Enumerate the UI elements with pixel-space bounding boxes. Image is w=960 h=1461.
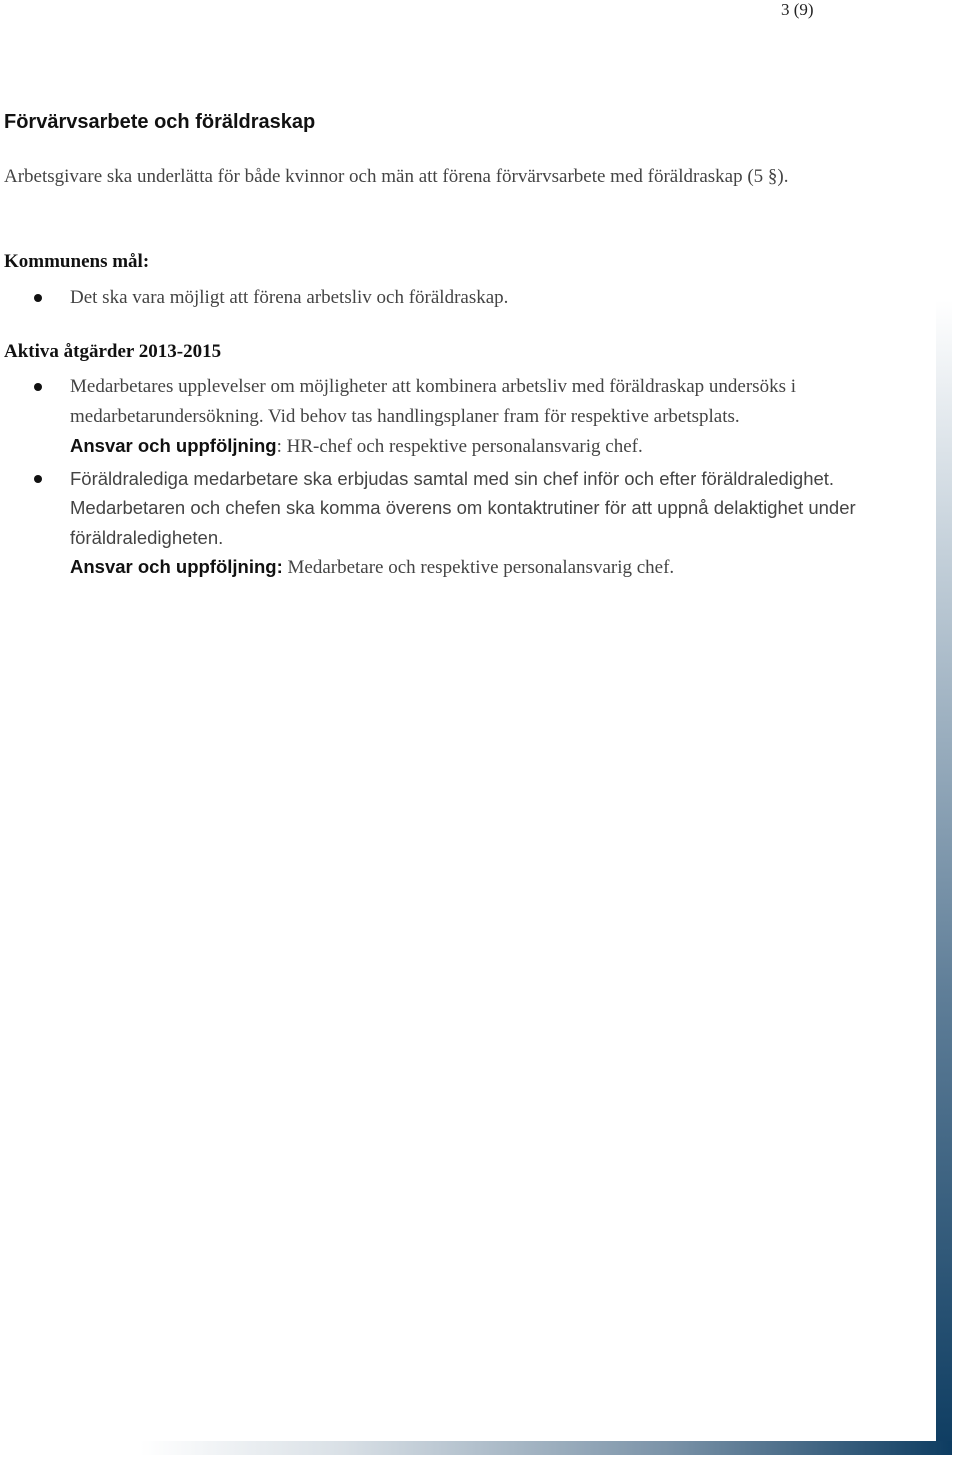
responsibility-line [70, 431, 904, 462]
list-item [4, 372, 904, 462]
goals-heading: Kommunens mål: [4, 251, 150, 272]
list-item [4, 464, 904, 583]
action-text: Föräldralediga medarbetare ska erbjudas samtal med sin chef inför och efter föräldraledighet. Medarbetaren och chefen ska komma överens om kontaktrutiner för att uppnå delaktighet under föräldraledigheten. [70, 467, 856, 548]
bullet-icon [34, 383, 42, 391]
page-shadow-right [936, 300, 952, 1455]
list-item [4, 283, 904, 313]
goals-list [4, 283, 904, 313]
intro-paragraph: Arbetsgivare ska underlätta för både kvinnor och män att förena förvärvsarbete med föräldraskap (5 §). [4, 166, 789, 187]
responsibility-text: : HR-chef och respektive personalansvarig chef. [276, 436, 643, 457]
page-shadow-bottom [140, 1441, 952, 1455]
section-heading: Förvärvsarbete och föräldraskap [4, 111, 316, 133]
bullet-icon [34, 294, 42, 302]
responsibility-text: Medarbetare och respektive personalansvarig chef. [282, 557, 675, 578]
bullet-icon [34, 475, 42, 483]
goal-text: Det ska vara möjligt att förena arbetsliv och föräldraskap. [70, 287, 509, 308]
responsibility-line [70, 552, 904, 583]
page-number: 3 (9) [781, 0, 814, 19]
responsibility-label: Ansvar och uppföljning [70, 435, 277, 456]
actions-heading: Aktiva åtgärder 2013-2015 [4, 341, 222, 362]
action-text: Medarbetares upplevelser om möjligheter att kombinera arbetsliv med föräldraskap undersöks i medarbetarundersökning. Vid behov tas handlingsplaner fram för respektive arbetsplats. [70, 376, 796, 427]
actions-list [4, 372, 904, 583]
responsibility-label: Ansvar och uppföljning: [70, 556, 283, 577]
